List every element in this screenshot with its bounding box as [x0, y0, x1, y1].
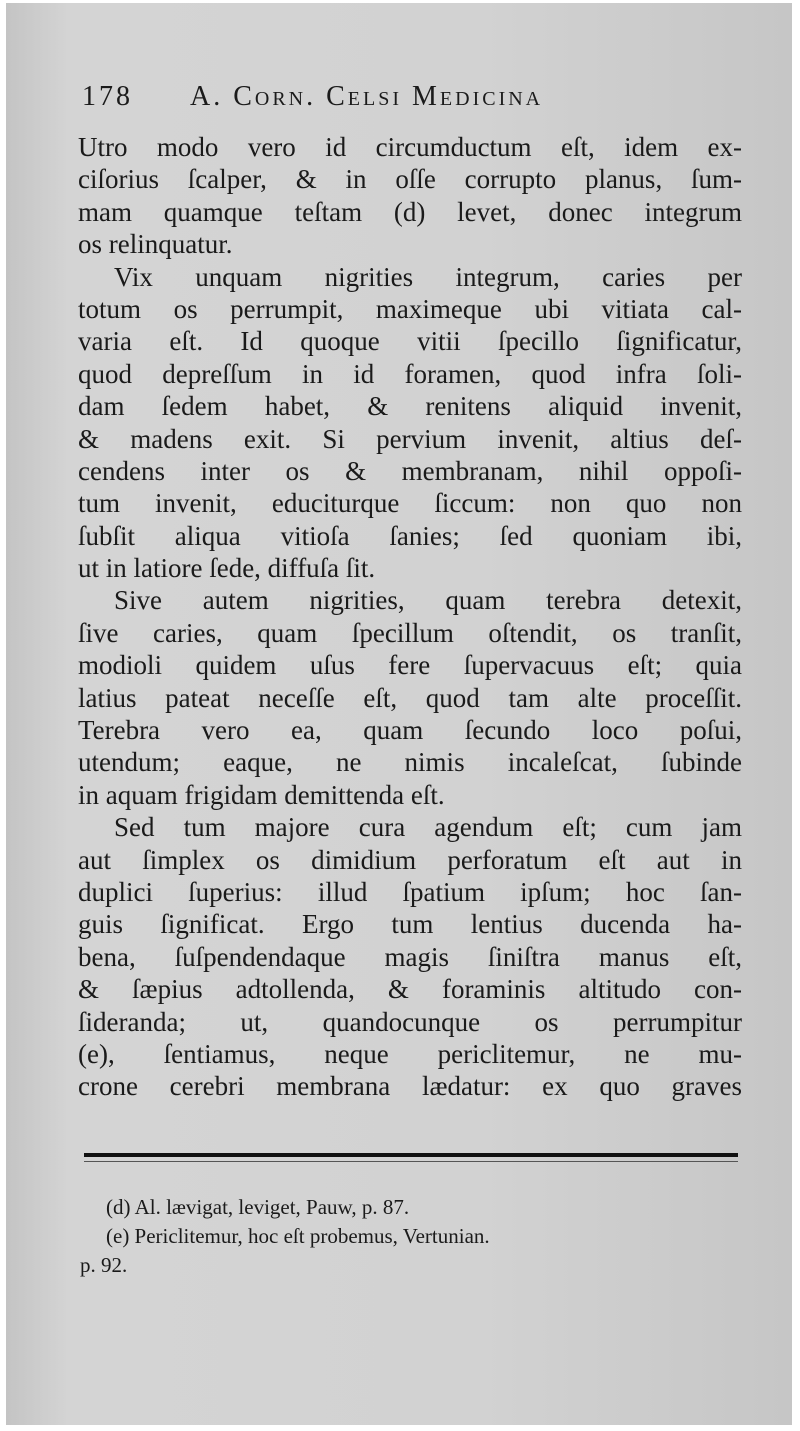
footnote-rule-thin [84, 1161, 738, 1162]
text-line: Sed tum majore cura agendum eſt; cum jam [114, 812, 742, 843]
text-line: duplici ſuperius: illud ſpatium ipſum; hoc ſan- [78, 876, 742, 907]
footnotes [80, 1193, 742, 1280]
text-line: totum os perrumpit, maximeque ubi vitiata cal- [78, 293, 742, 324]
text-line: latius pateat neceſſe eſt, quod tam alte proceſſit. [78, 682, 742, 713]
text-line: ut in latiore ſede, diffuſa ſit. [78, 553, 376, 584]
text-line: bena, ſuſpendendaque magis ſiniſtra manus eſt, [78, 941, 742, 972]
text-line: crone cerebri membrana lædatur: ex quo graves [78, 1071, 742, 1102]
text-line: ſubſit aliqua vitioſa ſanies; ſed quoniam ibi, [78, 520, 742, 551]
text-line: ciſorius ſcalper, & in oſſe corrupto planus, ſum- [78, 164, 742, 195]
text-line: in aquam frigidam demittenda eſt. [78, 779, 445, 810]
text-line: quod depreſſum in id foramen, quod infra ſoli- [78, 358, 742, 389]
text-line: Vix unquam nigrities integrum, caries per [114, 261, 742, 292]
text-line: guis ſignificat. Ergo tum lentius ducenda ha- [78, 909, 742, 940]
footnote-rule [84, 1153, 738, 1157]
text-line: ſive caries, quam ſpecillum oſtendit, os tranſit, [78, 617, 742, 648]
page-number: 178 [82, 81, 133, 112]
text-line: ſideranda; ut, quandocunque os perrumpitur [78, 1006, 742, 1037]
text-line: cendens inter os & membranam, nihil oppoſi- [78, 455, 742, 486]
text-line: & ſæpius adtollenda, & foraminis altitudo con- [78, 974, 742, 1005]
text-line: modioli quidem uſus fere ſupervacuus eſt; quia [78, 650, 742, 681]
text-line: dam ſedem habet, & renitens aliquid invenit, [78, 391, 742, 422]
body-text [78, 131, 742, 1103]
text-line: (e), ſentiamus, neque periclitemur, ne mu- [78, 1038, 742, 1069]
text-line: tum invenit, educiturque ſiccum: non quo non [78, 488, 742, 519]
text-line: utendum; eaque, ne nimis incaleſcat, ſubinde [78, 747, 742, 778]
footnote: p. 92. [80, 1253, 128, 1277]
text-line: Utro modo vero id circumductum eſt, idem ex- [78, 132, 742, 162]
footnote: (e) Periclitemur, hoc eſt probemus, Vertunian. [106, 1224, 490, 1248]
text-line: aut ſimplex os dimidium perforatum eſt aut in [78, 844, 742, 875]
text-line: mam quamque teſtam (d) levet, donec integrum [78, 196, 742, 227]
text-line: Terebra vero ea, quam ſecundo loco poſui, [78, 715, 742, 746]
text-line: & madens exit. Si pervium invenit, altius deſ- [78, 423, 742, 454]
text-line: Sive autem nigrities, quam terebra detexit, [114, 585, 742, 616]
book-page [6, 3, 792, 1425]
running-header [82, 81, 742, 117]
text-line: os relinquatur. [78, 229, 233, 260]
text-line: varia eſt. Id quoque vitii ſpecillo ſignificatur, [78, 326, 742, 357]
footnote: (d) Al. lævigat, leviget, Pauw, p. 87. [106, 1195, 410, 1219]
running-title: A. Corn. Celsi Medicina [190, 81, 544, 112]
